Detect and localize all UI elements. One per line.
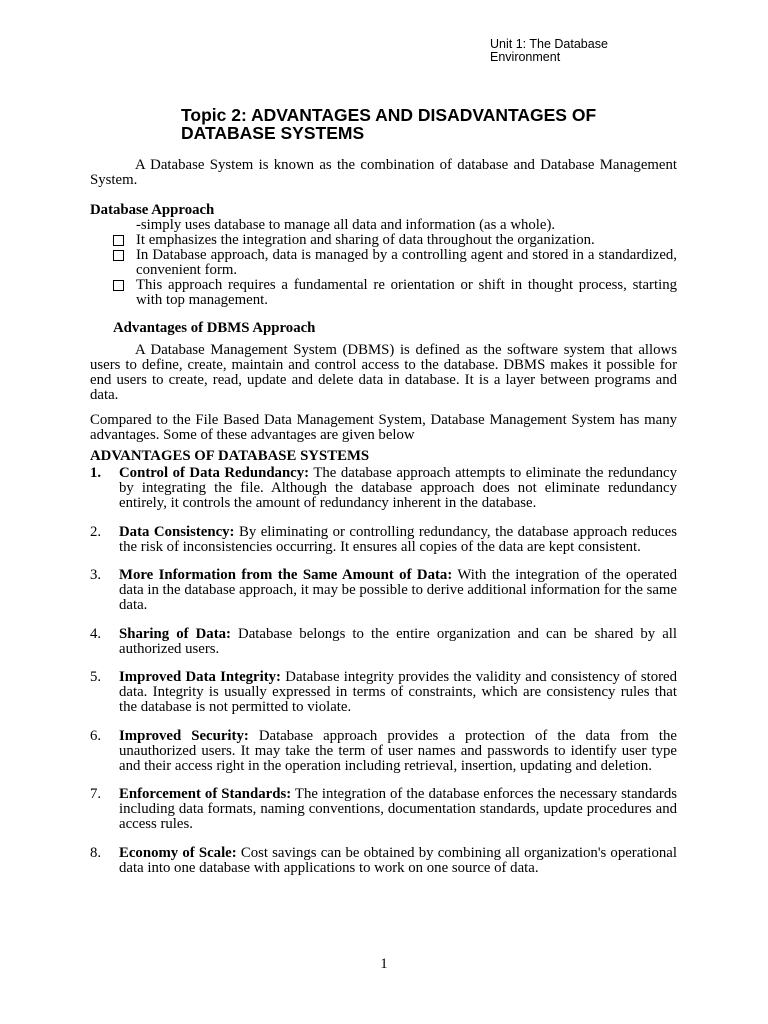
item-text: The integration of the database enforces the necessary standards including data formats, naming conventions, documentation standards, update procedures and access rules. (119, 786, 677, 832)
advantage-item (90, 466, 677, 511)
body-paragraph: Compared to the File Based Data Management System, Database Management System has many advantages. Some of these advantages are given below (90, 412, 677, 443)
document-body (90, 158, 677, 876)
item-term: More Information from the Same Amount of Data: (119, 567, 453, 583)
list-heading: ADVANTAGES OF DATABASE SYSTEMS (90, 448, 370, 464)
advantage-item (90, 525, 677, 555)
item-text: By eliminating or controlling redundancy, the database approach reduces the risk of inconsistencies occurring. It ensures all copies of the data are kept consistent. (119, 523, 678, 555)
item-text: Database belongs to the entire organization and can be shared by all authorized users. (119, 625, 677, 657)
item-term: Control of Data Redundancy: (119, 465, 310, 481)
advantage-item (90, 787, 677, 832)
item-number: 6. (90, 727, 102, 744)
item-term: Economy of Scale: (119, 844, 237, 861)
item-number: 2. (90, 523, 102, 540)
header-line: Environment (490, 50, 561, 64)
bullet-text: It emphasizes the integration and sharing of data throughout the organization. (136, 232, 595, 248)
bullet-item (90, 278, 677, 308)
subsection-heading: Advantages of DBMS Approach (113, 320, 316, 336)
bullet-text: In Database approach, data is managed by a controlling agent and stored in a standardized, convenient form. (136, 247, 677, 278)
advantage-item (90, 670, 677, 715)
item-text: Database approach provides a protection of the data from the unauthorized users. It may take the term of user names and passwords to identify user type and their access right in the operation including retrieval, insertion, updating and deletion. (119, 727, 678, 774)
item-term: Improved Security: (119, 727, 249, 744)
checkbox-bullet-icon (113, 250, 124, 261)
bullet-item (90, 233, 677, 248)
advantage-item (90, 846, 677, 876)
item-term: Enforcement of Standards: (119, 786, 292, 802)
intro-paragraph: A Database System is known as the combination of database and Database Management System. (90, 157, 677, 188)
item-term: Sharing of Data: (119, 625, 231, 642)
header-line: Unit 1: The Database (490, 37, 608, 51)
item-term: Data Consistency: (119, 523, 235, 540)
checkbox-bullet-icon (113, 280, 124, 291)
page-header (490, 38, 608, 64)
bullet-item (90, 248, 677, 278)
item-number: 4. (90, 625, 102, 642)
item-text: Cost savings can be obtained by combining all organization's operational data into one database with applications to work on one source of data. (119, 844, 677, 876)
page-title (181, 106, 596, 142)
advantage-item (90, 627, 677, 657)
page-number: 1 (380, 956, 388, 972)
item-number: 5. (90, 669, 102, 685)
advantage-item (90, 568, 677, 613)
title-line: Topic 2: ADVANTAGES AND DISADVANTAGES OF (181, 105, 597, 125)
advantage-item (90, 729, 677, 774)
bullet-text: This approach requires a fundamental re orientation or shift in thought process, starting with top management. (136, 277, 677, 308)
item-number: 3. (90, 567, 102, 583)
item-text: With the integration of the operated data in the database approach, it may be possible to derive additional information for the same data. (119, 567, 677, 613)
item-term: Improved Data Integrity: (119, 669, 281, 685)
definition-text: -simply uses database to manage all data and information (as a whole). (136, 217, 556, 233)
checkbox-bullet-icon (113, 235, 124, 246)
item-text: Database integrity provides the validity and consistency of stored data. Integrity is usually expressed in terms of constraints, which are consistency rules that the database is not permitted to violate. (119, 669, 677, 715)
item-number: 7. (90, 786, 102, 802)
item-number: 1. (90, 465, 102, 481)
item-number: 8. (90, 844, 102, 861)
body-paragraph: A Database Management System (DBMS) is defined as the software system that allows users to define, create, maintain and control access to the database. DBMS makes it possible for end users to create, read, update and delete data in database. It is a layer between programs and data. (90, 342, 677, 403)
item-text: The database approach attempts to eliminate the redundancy by integrating the file. Although the database approach does not eliminate redundancy entirely, it controls the amount of redundancy inherent in the database. (119, 465, 678, 511)
section-heading: Database Approach (90, 202, 215, 218)
title-line: DATABASE SYSTEMS (181, 123, 365, 143)
